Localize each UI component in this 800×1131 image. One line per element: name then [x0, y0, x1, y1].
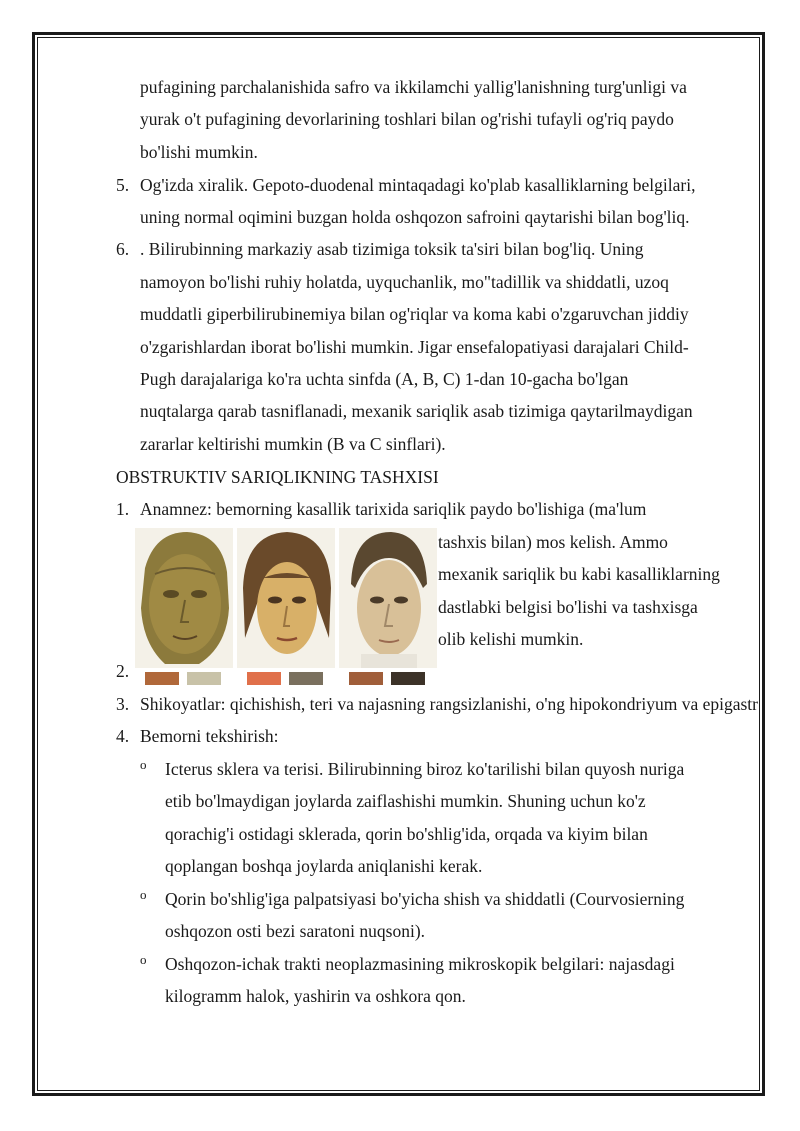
list-number: 6. [116, 239, 130, 259]
text-line: Shikoyatlar: qichishish, teri va najasning rangsizlanishi, o'ng hipokondriyum va epigastr [140, 694, 758, 714]
color-swatch [289, 672, 323, 685]
text-line: kilogramm halok, yashirin va oshkora qon. [165, 986, 466, 1006]
text-line: olib kelishi mumkin. [438, 629, 584, 649]
text-line: nuqtalarga qarab tasniflanadi, mexanik sariqlik asab tizimiga qaytarilmaydigan [140, 401, 693, 421]
text-line: o'zgarishlardan iborat bo'lishi mumkin. Jigar ensefalopatiyasi darajalari Child- [140, 337, 689, 357]
text-line: mexanik sariqlik bu kabi kasalliklarning [438, 564, 720, 584]
text-line: Pugh darajalariga ko'ra uchta sinfda (A, B, C) 1-dan 10-gacha bo'lgan [140, 369, 629, 389]
text-line: muddatli giperbilirubinemiya bilan og'riqlar va koma kabi o'zgaruvchan jiddiy [140, 304, 689, 324]
color-swatch [145, 672, 179, 685]
text-line: qorachig'i ostidagi sklerada, qorin bo'shlig'ida, orqada va kiyim bilan [165, 824, 648, 844]
text-line: uning normal oqimini buzgan holda oshqozon safroini qaytarishi bilan bog'liq. [140, 207, 690, 227]
color-swatch [391, 672, 425, 685]
text-line: Icterus sklera va terisi. Bilirubinning biroz ko'tarilishi bilan quyosh nuriga [165, 759, 685, 779]
text-line: dastlabki belgisi bo'lishi va tashxisga [438, 597, 698, 617]
text-line: Qorin bo'shlig'iga palpatsiyasi bo'yicha shish va shiddatli (Courvosierning [165, 889, 685, 909]
text-line: bo'lishi mumkin. [140, 142, 258, 162]
text-line: pufagining parchalanishida safro va ikkilamchi yallig'lanishning turg'unligi va [140, 77, 687, 97]
list-number: 1. [116, 499, 130, 519]
bullet-marker: o [140, 887, 147, 902]
bullet-marker: o [140, 952, 147, 967]
color-swatch [187, 672, 221, 685]
text-line: Oshqozon-ichak trakti neoplazmasining mikroskopik belgilari: najasdagi [165, 954, 675, 974]
list-number: 4. [116, 726, 130, 746]
face-pale [339, 528, 437, 668]
section-heading: OBSTRUKTIV SARIQLIKNING TASHXISI [116, 467, 439, 487]
bullet-marker: o [140, 757, 147, 772]
color-swatch [247, 672, 281, 685]
text-line: etib bo'lmaydigan joylarda zaiflashishi mumkin. Shuning uchun ko'z [165, 791, 646, 811]
text-line: yurak o't pufagining devorlarining toshlari bilan og'rishi tufayli og'riq paydo [140, 109, 674, 129]
text-line: namoyon bo'lishi ruhiy holatda, uyquchanlik, mo"tadillik va shiddatli, uzoq [140, 272, 669, 292]
face-yellow [237, 528, 335, 668]
list-number: 2. [116, 661, 130, 681]
text-line: Bemorni tekshirish: [140, 726, 279, 746]
face-olive [135, 528, 233, 668]
list-number: 3. [116, 694, 130, 714]
jaundice-faces-figure [135, 528, 435, 690]
list-number: 5. [116, 175, 130, 195]
text-line: Og'izda xiralik. Gepoto-duodenal mintaqadagi ko'plab kasalliklarning belgilari, [140, 175, 696, 195]
text-line: qoplangan boshqa joylarda aniqlanishi kerak. [165, 856, 483, 876]
text-line: zararlar keltirishi mumkin (B va C sinflari). [140, 434, 446, 454]
text-line: tashxis bilan) mos kelish. Ammo [438, 532, 668, 552]
text-line: . Bilirubinning markaziy asab tizimiga toksik ta'siri bilan bog'liq. Uning [140, 239, 644, 259]
color-swatch [349, 672, 383, 685]
text-line: Anamnez: bemorning kasallik tarixida sariqlik paydo bo'lishiga (ma'lum [140, 499, 647, 519]
text-line: oshqozon osti bezi saratoni nuqsoni). [165, 921, 426, 941]
